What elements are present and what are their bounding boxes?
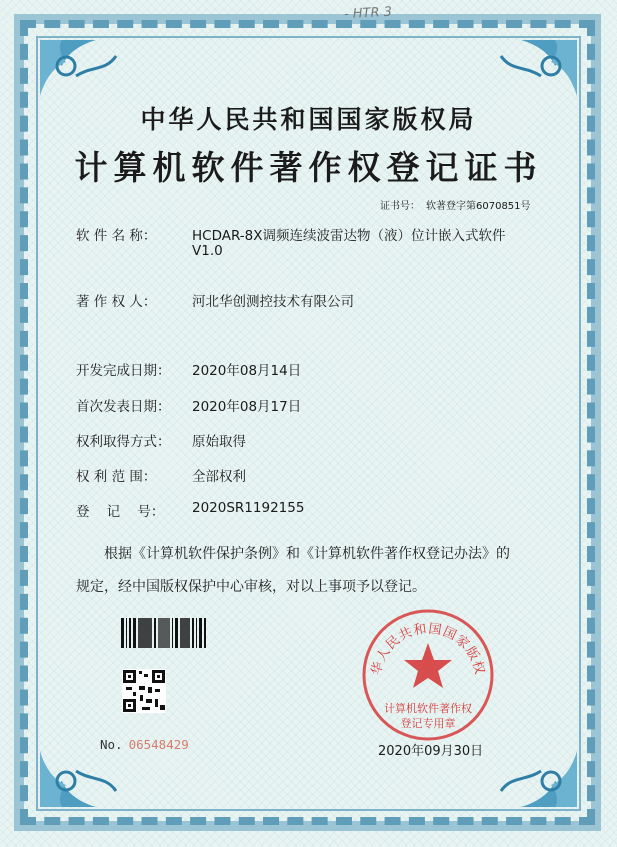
seal-arc-text: 华人民共和国国家版权 <box>369 621 487 677</box>
serial-number <box>100 737 189 752</box>
qr-code-icon <box>122 669 166 717</box>
field-value: 2020SR1192155 <box>192 500 305 516</box>
statement-line: 规定，经中国版权保护中心审核，对以上事项予以登记。 <box>76 579 426 595</box>
field-value: 2020年08月14日 <box>192 363 302 379</box>
field-label: 权 利 范 围： <box>76 469 157 485</box>
certificate-title: 计算机软件著作权登记证书 <box>74 148 543 187</box>
field-label: 登 记 号： <box>76 504 165 520</box>
certificate-number <box>380 197 531 212</box>
serial-label: No. <box>100 737 123 752</box>
field-value-version: V1.0 <box>192 243 223 259</box>
field-value: 河北华创测控技术有限公司 <box>192 294 354 310</box>
registration-statement <box>76 538 546 604</box>
seal-text-line: 登记专用章 <box>400 717 456 730</box>
field-label: 软 件 名 称： <box>76 228 157 244</box>
field-value: 2020年08月17日 <box>192 399 302 415</box>
field-label: 著 作 权 人： <box>76 294 157 310</box>
serial-value: 06548429 <box>128 737 189 752</box>
field-label: 开发完成日期： <box>76 363 171 379</box>
certificate-number-label: 证书号： <box>380 201 420 212</box>
statement-line: 根据《计算机软件保护条例》和《计算机软件著作权登记办法》的 <box>104 546 510 562</box>
field-label: 权利取得方式： <box>76 434 171 450</box>
field-value: HCDAR-8X调频连续波雷达物（液）位计嵌入式软件 <box>192 228 506 244</box>
handwritten-note: - HTR 3 <box>343 4 393 23</box>
field-label: 首次发表日期： <box>76 399 171 415</box>
field-value: 全部权利 <box>192 469 246 485</box>
issue-date: 2020年09月30日 <box>378 744 484 759</box>
barcode-icon <box>121 618 209 652</box>
ornament-corner-icon <box>495 725 581 811</box>
seal-text-line: 计算机软件著作权 <box>384 702 472 715</box>
field-value: 原始取得 <box>192 434 246 450</box>
issuer-name: 中华人民共和国国家版权局 <box>140 105 477 134</box>
certificate-number-value: 软著登字第6070851号 <box>426 201 531 212</box>
